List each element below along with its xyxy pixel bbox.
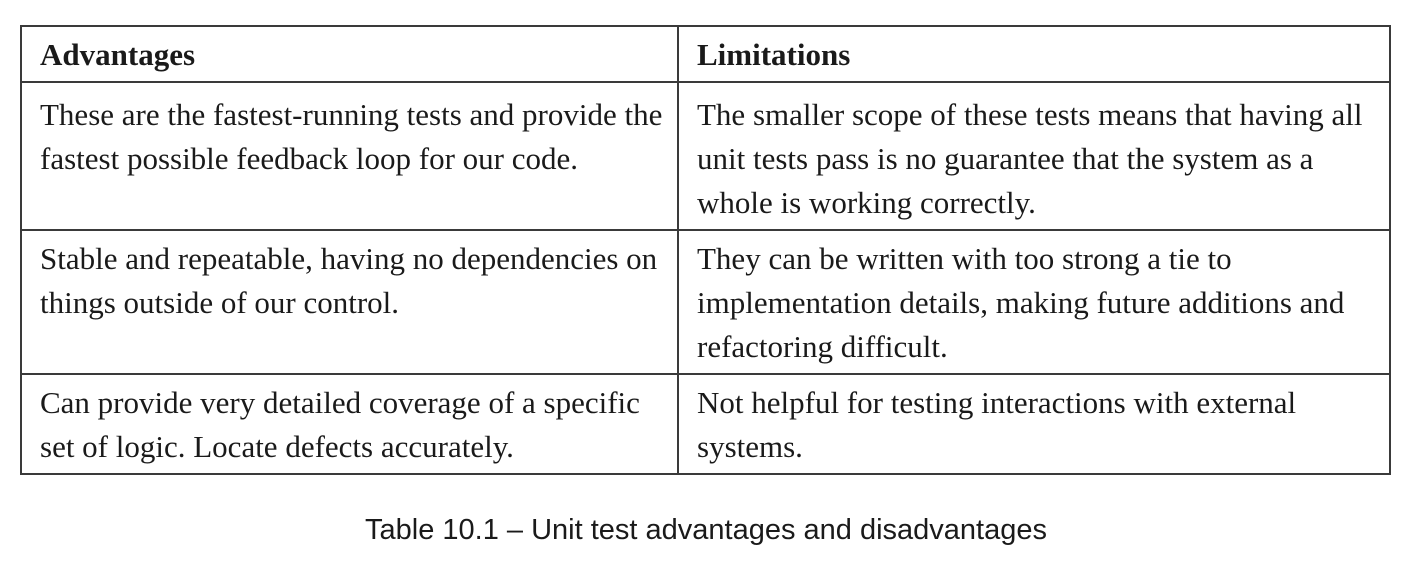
- table-caption: Table 10.1 – Unit test advantages and disadvantages: [365, 514, 1047, 546]
- table-row: [21, 374, 1390, 474]
- header-advantages: Advantages: [21, 26, 678, 82]
- advantage-cell: Can provide very detailed coverage of a specific set of logic. Locate defects accurately.: [21, 374, 678, 474]
- advantage-cell: Stable and repeatable, having no dependencies on things outside of our control.: [21, 230, 678, 374]
- limitation-cell: The smaller scope of these tests means that having all unit tests pass is no guarantee that the system as a whole is working correctly.: [678, 82, 1390, 230]
- comparison-table: [20, 25, 1391, 475]
- limitation-cell: Not helpful for testing interactions with external systems.: [678, 374, 1390, 474]
- limitation-cell: They can be written with too strong a tie to implementation details, making future additions and refactoring difficult.: [678, 230, 1390, 374]
- table-row: [21, 82, 1390, 230]
- advantage-cell: These are the fastest-running tests and provide the fastest possible feedback loop for our code.: [21, 82, 678, 230]
- comparison-table-container: [20, 25, 1389, 475]
- table-row: [21, 230, 1390, 374]
- header-limitations: Limitations: [678, 26, 1390, 82]
- table-header-row: [21, 26, 1390, 82]
